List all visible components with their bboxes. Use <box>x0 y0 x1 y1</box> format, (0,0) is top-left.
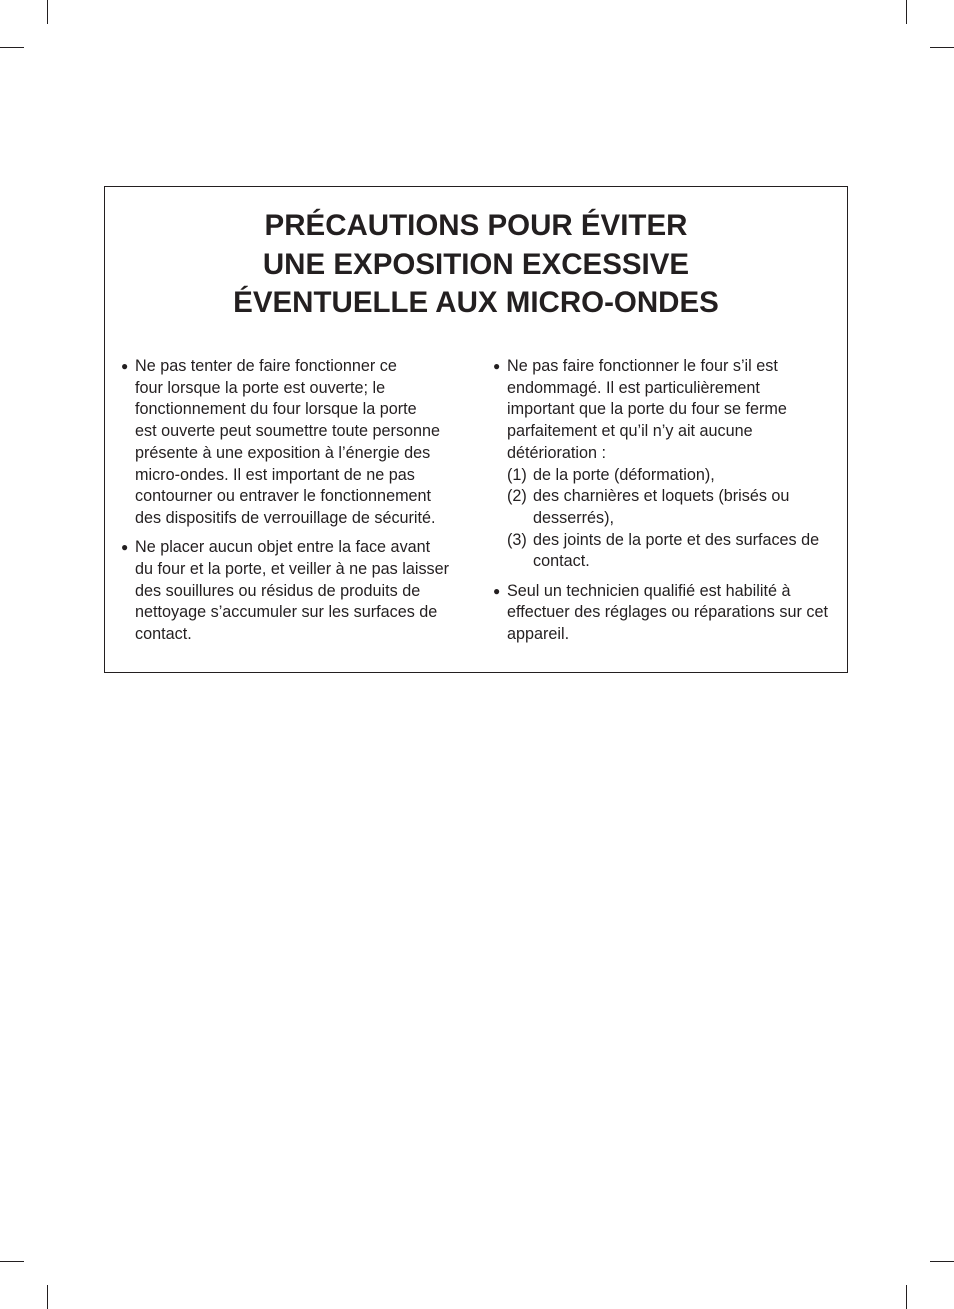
item-text-line: Ne pas faire fonctionner le four s’il est <box>507 357 778 375</box>
numbered-subitem <box>507 530 838 573</box>
crop-mark-top-left-vertical <box>47 0 48 24</box>
item-text-line: détérioration : <box>507 443 606 462</box>
crop-mark-top-left-horizontal <box>0 47 24 48</box>
bullet-item <box>121 537 465 646</box>
bullet-icon: ● <box>121 359 129 373</box>
item-text-line: des souillures ou résidus de produits de <box>135 581 421 600</box>
bullet-icon: ● <box>121 540 129 555</box>
crop-mark-top-right-vertical <box>906 0 907 24</box>
item-text-line: parfaitement et qu’il n’y ait aucune <box>507 422 753 441</box>
subitem-number: (3) <box>507 530 527 549</box>
item-text-line: Seul un technicien qualifié est habilité à <box>507 581 791 600</box>
crop-mark-bottom-right-vertical <box>906 1285 907 1309</box>
item-text-line: nettoyage s’accumuler sur les surfaces de <box>135 603 438 622</box>
title-line: PRÉCAUTIONS POUR ÉVITER <box>264 209 688 242</box>
left-column <box>121 356 465 653</box>
subitem-text-line: des charnières et loquets (brisés ou <box>533 487 790 506</box>
item-text-line: contourner ou entraver le fonctionnement <box>135 487 432 506</box>
item-text-line: fonctionnement du four lorsque la porte <box>135 400 417 419</box>
item-text-line: endommagé. Il est particulièrement <box>507 378 760 397</box>
subitem-text-line: contact. <box>533 552 590 571</box>
bullet-item <box>493 581 838 646</box>
item-text-line: effectuer des réglages ou réparations sur cet <box>507 603 828 622</box>
subitem-text-line: de la porte (déformation), <box>533 465 715 484</box>
crop-mark-bottom-right-horizontal <box>930 1261 954 1262</box>
item-text-line: Ne placer aucun objet entre la face avant <box>135 538 431 557</box>
title-line: ÉVENTUELLE AUX MICRO-ONDES <box>233 286 719 319</box>
item-text-line: four lorsque la porte est ouverte; le <box>135 378 386 397</box>
item-text-line: du four et la porte, et veiller à ne pas laisser <box>135 559 450 578</box>
bullet-item <box>493 356 838 573</box>
numbered-subitem <box>507 465 838 487</box>
numbered-subitem <box>507 486 838 529</box>
bullet-icon: ● <box>493 583 501 598</box>
subitem-number: (1) <box>507 465 527 484</box>
bullet-icon: ● <box>493 359 501 373</box>
item-text-line: micro-ondes. Il est important de ne pas <box>135 465 415 484</box>
crop-mark-top-right-horizontal <box>930 47 954 48</box>
item-text-line: important que la porte du four se ferme <box>507 400 787 419</box>
crop-mark-bottom-left-horizontal <box>0 1261 24 1262</box>
item-text-line: contact. <box>135 624 192 643</box>
precautions-box <box>104 186 848 673</box>
precautions-title <box>105 207 847 323</box>
item-text-line: Ne pas tenter de faire fonctionner ce <box>135 357 397 375</box>
subitem-number: (2) <box>507 487 527 506</box>
item-text-line: des dispositifs de verrouillage de sécurité. <box>135 508 436 527</box>
item-text-line: est ouverte peut soumettre toute personne <box>135 422 441 441</box>
bullet-item <box>121 356 465 530</box>
subitem-text-line: des joints de la porte et des surfaces de <box>533 530 820 549</box>
subitem-text-line: desserrés), <box>533 508 614 527</box>
right-column <box>493 356 838 653</box>
title-line: UNE EXPOSITION EXCESSIVE <box>262 247 690 281</box>
crop-mark-bottom-left-vertical <box>47 1285 48 1309</box>
item-text-line: appareil. <box>507 624 570 643</box>
item-text-line: présente à une exposition à l’énergie des <box>135 443 431 462</box>
